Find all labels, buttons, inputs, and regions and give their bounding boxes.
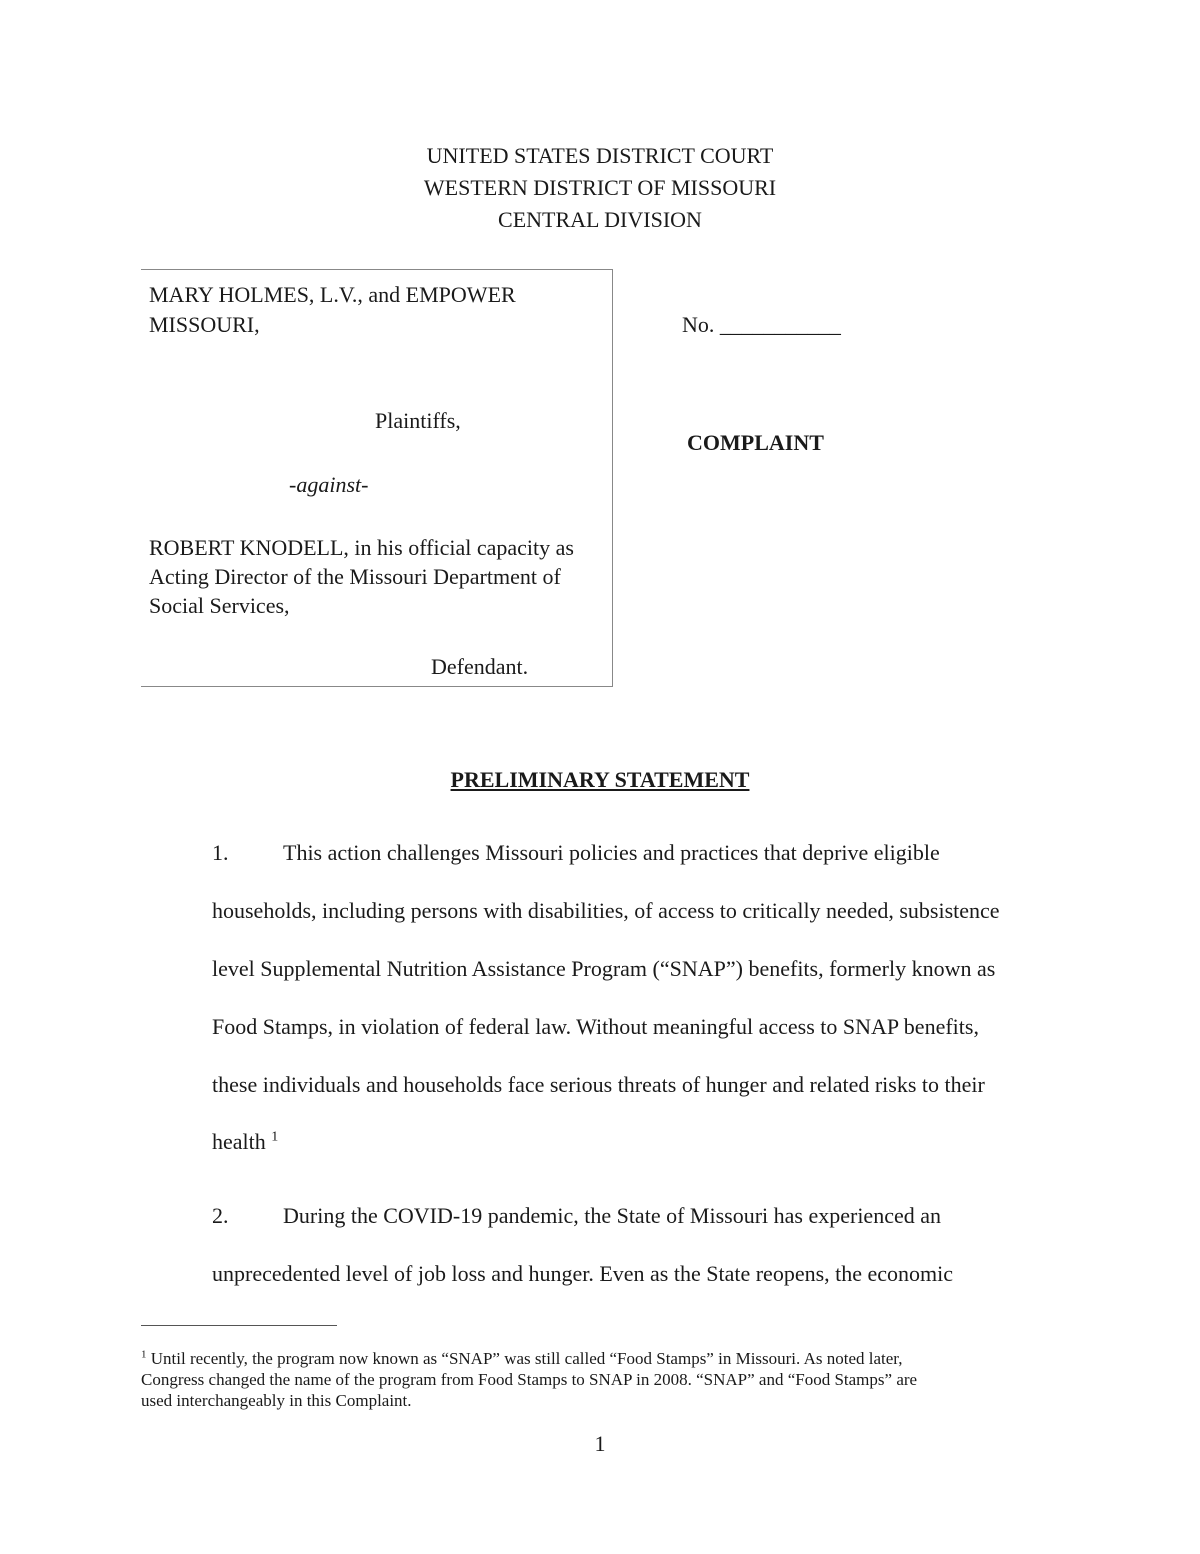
- footnote-line2: Congress changed the name of the program from Food Stamps to SNAP in 2008. “SNAP” and “Food Stamps” are: [141, 1370, 918, 1389]
- section-heading: PRELIMINARY STATEMENT: [450, 767, 750, 792]
- plaintiffs-names-line2: MISSOURI,: [149, 312, 260, 337]
- defendant-line1: ROBERT KNODELL, in his official capacity as: [149, 535, 574, 560]
- paragraph-1-line-last: [212, 1128, 278, 1156]
- court-name: UNITED STATES DISTRICT COURT: [426, 143, 774, 168]
- paragraph-1-last-text: health: [212, 1129, 266, 1154]
- paragraph-1-line: households, including persons with disabilities, of access to critically needed, subsistence: [212, 898, 1000, 923]
- footnote-text-1: Until recently, the program now known as “SNAP” was still called “Food Stamps” in Missouri. As noted later,: [150, 1349, 903, 1368]
- paragraph-2-line: During the COVID-19 pandemic, the State of Missouri has experienced an: [283, 1203, 941, 1228]
- footnote-line1: [141, 1348, 903, 1369]
- footnote-reference[interactable]: 1: [271, 1129, 279, 1145]
- court-heading: [0, 140, 1200, 236]
- paragraph-1-line: Food Stamps, in violation of federal law. Without meaningful access to SNAP benefits,: [212, 1014, 979, 1039]
- page-number: 1: [594, 1431, 606, 1456]
- defendant-line3: Social Services,: [149, 593, 290, 618]
- paragraph-1-number: 1.: [212, 840, 229, 865]
- document-type: COMPLAINT: [687, 430, 824, 455]
- footnote-marker: 1: [141, 1348, 147, 1361]
- against-label: -against-: [289, 472, 369, 497]
- paragraph-1-line: level Supplemental Nutrition Assistance Program (“SNAP”) benefits, formerly known as: [212, 956, 996, 981]
- footnote-line3: used interchangeably in this Complaint.: [141, 1391, 412, 1410]
- plaintiffs-names-line1: MARY HOLMES, L.V., and EMPOWER: [149, 282, 516, 307]
- paragraph-1-line: This action challenges Missouri policies and practices that deprive eligible: [283, 840, 940, 865]
- paragraph-1-line: these individuals and households face serious threats of hunger and related risks to their: [212, 1072, 985, 1097]
- footnote-separator: [141, 1325, 337, 1326]
- defendant-line2: Acting Director of the Missouri Department of: [149, 564, 561, 589]
- court-division: CENTRAL DIVISION: [498, 207, 702, 232]
- plaintiffs-label: Plaintiffs,: [375, 408, 461, 433]
- court-district: WESTERN DISTRICT OF MISSOURI: [423, 175, 777, 200]
- case-number: No. ___________: [682, 312, 841, 337]
- defendant-label: Defendant.: [431, 654, 529, 679]
- paragraph-2-line: unprecedented level of job loss and hunger. Even as the State reopens, the economic: [212, 1261, 954, 1286]
- paragraph-2-number: 2.: [212, 1203, 229, 1228]
